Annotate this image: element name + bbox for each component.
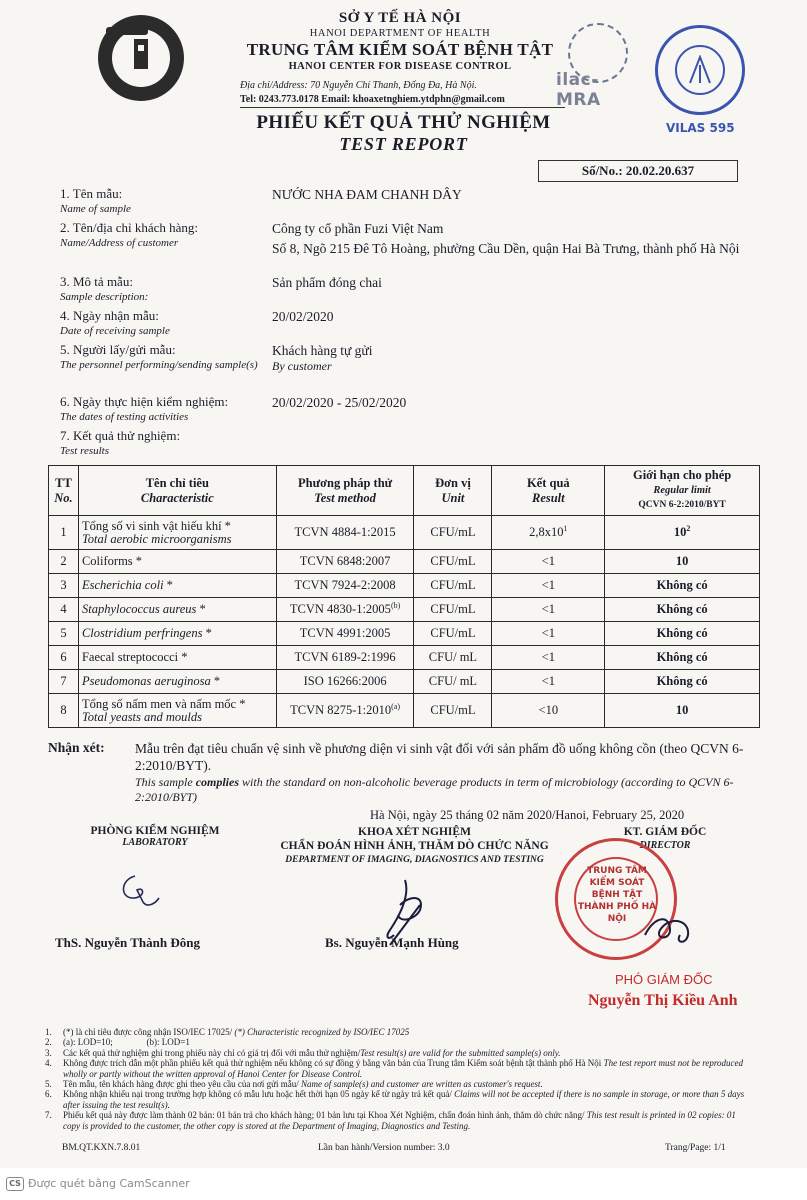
header-contact: Tel: 0243.773.0178 Email: khoaxetnghiem.ytdphn@gmail.com xyxy=(240,94,505,105)
col-header-characteristic: Tên chỉ tiêu Characteristic xyxy=(78,466,276,516)
field-sublabel: Sample description: xyxy=(60,291,149,303)
table-row: 2 Coliforms * TCVN 6848:2007 CFU/mL <1 10 xyxy=(49,550,760,574)
field-sublabel: The dates of testing activities xyxy=(60,411,189,423)
field-value: Khách hàng tự gửi xyxy=(272,343,373,358)
table-row: 8 Tổng số nấm men và nấm mốc * Total yeasts and moulds TCVN 8275-1:2010$^{(a)}$ CFU/mL <10 10 xyxy=(49,694,760,728)
table-row: 3 Escherichia coli * TCVN 7924-2:2008 CFU/mL <1 Không có xyxy=(49,574,760,598)
field-value: 20/02/2020 xyxy=(272,309,334,324)
report-title-en: TEST REPORT xyxy=(339,134,468,154)
camscanner-label: Được quét bằng CamScanner xyxy=(28,1177,190,1190)
accreditation-icon xyxy=(688,55,712,85)
signature-block-dept: KHOA XÉT NGHIỆM CHẨN ĐOÁN HÌNH ẢNH, THĂM DÒ CHỨC NĂNG DEPARTMENT OF IMAGING, DIAGNOSTICS AND TESTING xyxy=(280,826,549,865)
remark-en: This sample complies with the standard on non-alcoholic beverage products in term of microbiology (according to QCVN 6-2:2010/BYT) xyxy=(135,775,734,804)
field-label: 7. Kết quả thử nghiệm: xyxy=(60,428,181,443)
col-header-result: Kết quả Result xyxy=(492,466,605,516)
field-label: 5. Người lấy/gửi mẫu: xyxy=(60,342,176,357)
field-sublabel: Name/Address of customer xyxy=(60,237,179,249)
field-value xyxy=(272,220,762,257)
header-address: Địa chỉ/Address: 70 Nguyễn Chí Thanh, Đống Đa, Hà Nội. xyxy=(240,80,477,91)
footnote-item: 2. (a): LOD=10; (b): LOD=1 xyxy=(45,1037,190,1048)
signer-dept-name: Bs. Nguyễn Mạnh Hùng xyxy=(325,935,459,950)
document-number: Số/No.: 20.02.20.637 xyxy=(538,160,738,182)
page-number: Trang/Page: 1/1 xyxy=(665,1143,726,1153)
results-table xyxy=(48,465,760,728)
footnote-item: 5. Tên mẫu, tên khách hàng được ghi theo yêu cầu của nơi gửi mẫu/ Name of sample(s) and customer are written as customer's request. xyxy=(45,1079,543,1090)
footnote-item: 4. Không được trích dẫn một phần phiếu kết quả thử nghiệm nếu không có sự đồng ý bằng văn bản của Trung tâm Kiểm soát bệnh tật thành phố Hà Nội The test report must not be reproduced wholly or partly without the written approval of Hanoi Center for Disease Control. xyxy=(45,1058,744,1079)
field-label: 2. Tên/địa chỉ khách hàng: xyxy=(60,220,199,235)
customer-name: Công ty cổ phần Fuzi Việt Nam xyxy=(272,221,444,236)
form-code: BM.QT.KXN.7.8.01 xyxy=(62,1143,141,1153)
table-row: 4 Staphylococcus aureus * TCVN 4830-1:2005$^{(b)}$ CFU/mL <1 Không có xyxy=(49,598,760,622)
field-sublabel: The personnel performing/sending sample(s) xyxy=(60,359,258,371)
header-rule xyxy=(240,107,565,108)
col-header-unit: Đơn vị Unit xyxy=(414,466,492,516)
col-header-limit: Giới hạn cho phép Regular limit QCVN 6-2:2010/BYT xyxy=(605,466,760,516)
footnote-item: 3. Các kết quả thử nghiệm ghi trong phiếu này chỉ có giá trị đối với mẫu thử nghiệm/Test result(s) are valid for the submitted sample(s) only. xyxy=(45,1047,561,1058)
header-titles xyxy=(230,10,570,72)
signature-block-lab: PHÒNG KIỂM NGHIỆM LABORATORY xyxy=(90,825,220,848)
table-row: 7 Pseudomonas aeruginosa * ISO 16266:2006 CFU/ mL <1 Không có xyxy=(49,670,760,694)
deputy-director-name: Nguyễn Thị Kiều Anh xyxy=(588,992,738,1009)
ministry-vn: SỞ Y TẾ HÀ NỘI xyxy=(338,10,462,26)
table-row: 1 Tổng số vi sinh vật hiếu khí * Total aerobic microorganisms TCVN 4884-1:2015 CFU/mL $2,8x10^1$ $10^2$ xyxy=(49,516,760,550)
stamp-text: TRUNG TÂM KIỂM SOÁT BỆNH TẬT THÀNH PHỐ HÀ NỘI xyxy=(577,866,657,924)
cdc-logo xyxy=(98,15,184,101)
field-value-en: By customer xyxy=(272,359,332,373)
footnote-item: 7. Phiếu kết quả này được làm thành 02 bản: 01 bản trả cho khách hàng; 01 bản lưu tại Khoa Xét Nghiệm, chẩn đoán hình ảnh, thăm dò chức năng/ This test result is printed in 02 copies: 01 copy is provided to the customer, the other copy is stored at the Department of Imaging, Diagnostics and Testing. xyxy=(45,1110,736,1131)
signature-lab xyxy=(115,868,165,913)
footnote-item: 1. (*) là chỉ tiêu được công nhận ISO/IEC 17025/ (*) Characteristic recognized by ISO/IEC 17025 xyxy=(45,1027,410,1037)
customer-address: Số 8, Ngõ 215 Đê Tô Hoàng, phường Cầu Dền, quận Hai Bà Trưng, thành phố Hà Nội xyxy=(272,241,740,256)
camscanner-bar xyxy=(0,1168,807,1200)
report-title-vn: PHIẾU KẾT QUẢ THỬ NGHIỆM xyxy=(256,112,551,133)
field-value: Sản phẩm đóng chai xyxy=(272,275,382,290)
field-sublabel: Test results xyxy=(60,445,110,457)
field-label: 4. Ngày nhận mẫu: xyxy=(60,308,159,323)
table-header-row xyxy=(49,466,760,516)
col-header-no: TT No. xyxy=(49,466,79,516)
field-value: 20/02/2020 - 25/02/2020 xyxy=(272,395,407,410)
field-sublabel: Name of sample xyxy=(60,203,131,215)
field-value: NƯỚC NHA ĐAM CHANH DÂY xyxy=(272,187,462,202)
ilac-mark-text: ilac-MRA xyxy=(556,70,601,110)
signature-director xyxy=(640,895,700,955)
vilas-code: VILAS 595 xyxy=(666,121,735,135)
remark-vn: Mẫu trên đạt tiêu chuẩn vệ sinh về phương diện vi sinh vật đối với sản phẩm đồ uống không cồn (theo QCVN 6-2:2010/BYT). xyxy=(135,741,744,773)
issue-date: Hà Nội, ngày 25 tháng 02 năm 2020/Hanoi, February 25, 2020 xyxy=(370,808,685,822)
center-vn: TRUNG TÂM KIỂM SOÁT BỆNH TẬT xyxy=(246,40,554,59)
footnote-item: 6. Không nhận khiếu nại trong trường hợp không có mẫu lưu hoặc hết thời hạn 05 ngày kể từ ngày trả kết quả/ Claims will not be accepted if there is no sample in storage, or more than 5 days after issuing the test result(s). xyxy=(45,1089,745,1110)
col-header-method: Phương pháp thử Test method xyxy=(276,466,414,516)
field-label: 3. Mô tả mẫu: xyxy=(60,274,133,289)
deputy-director-title: PHÓ GIÁM ĐỐC xyxy=(615,972,713,987)
ministry-en: HANOI DEPARTMENT OF HEALTH xyxy=(309,28,491,39)
table-row: 6 Faecal streptococci * TCVN 6189-2:1996 CFU/ mL <1 Không có xyxy=(49,646,760,670)
field-label: 6. Ngày thực hiện kiểm nghiệm: xyxy=(60,394,229,409)
field-sublabel: Date of receiving sample xyxy=(60,325,170,337)
center-en: HANOI CENTER FOR DISEASE CONTROL xyxy=(288,61,512,72)
signer-lab-name: ThS. Nguyễn Thành Đông xyxy=(55,935,200,950)
remark-label: Nhận xét: xyxy=(48,740,105,755)
table-row: 5 Clostridium perfringens * TCVN 4991:2005 CFU/mL <1 Không có xyxy=(49,622,760,646)
ilac-mra-logo xyxy=(553,18,643,118)
signature-block-director: KT. GIÁM ĐỐC DIRECTOR xyxy=(623,826,707,851)
camscanner-icon: CS xyxy=(6,1177,24,1191)
field-label: 1. Tên mẫu: xyxy=(60,186,123,201)
vilas-accreditation-seal xyxy=(650,25,750,135)
footnotes xyxy=(45,1027,755,1131)
version-number: Lần ban hành/Version number: 3.0 xyxy=(318,1143,450,1153)
